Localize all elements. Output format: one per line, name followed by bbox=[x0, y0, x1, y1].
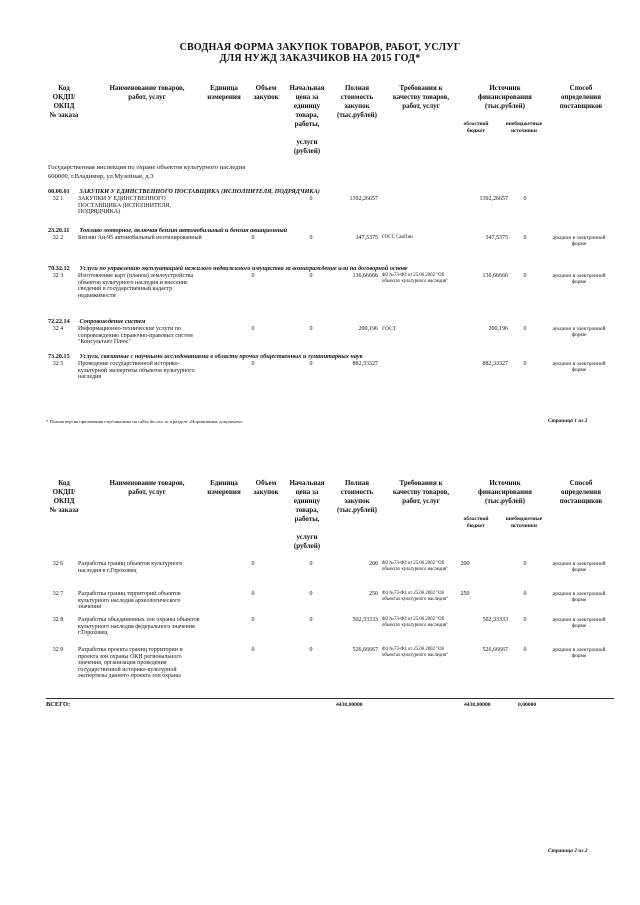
header-unit: Единица измерения bbox=[207, 84, 241, 101]
extrabudget: 0 bbox=[523, 561, 527, 567]
item-name: Разработка проекта границ территории и проекта зон охраны ОКН регионального значения, организация проведения государственной историко-культурной экспертизы данного проекта зон охраны bbox=[78, 647, 183, 680]
section-heading bbox=[48, 227, 608, 234]
header-name: Наименование товаров, работ, услуг bbox=[109, 84, 185, 101]
regional-budget: 1392,26657 bbox=[479, 196, 508, 202]
header-source-budget: областной бюджет bbox=[463, 516, 489, 529]
requirements: ФЗ №73-ФЗ от 25.06.2002 "Об объектах культурного наследия" bbox=[382, 591, 449, 602]
total-extrabudget: 0,00000 bbox=[518, 702, 537, 708]
item-name: Проведение государственной историко-культурной экспертизы объектов культурного наследия bbox=[78, 361, 195, 381]
order-number: 32 7 bbox=[52, 591, 64, 597]
full-cost: 526,66667 bbox=[352, 647, 378, 653]
item-name: ЗАКУПКИ У ЕДИНСТВЕННОГО ПОСТАВЩИКА (ИСПОЛНИТЕЛЯ, ПОДРЯДЧИКА) bbox=[78, 196, 171, 216]
unit-price: 0 bbox=[309, 235, 313, 241]
requirements: ГОСТ bbox=[382, 326, 397, 332]
procurement-method: аукцион в электронной форме bbox=[552, 647, 606, 660]
header-requirements: Требования к качеству товаров, работ, услуг bbox=[392, 84, 450, 110]
order-number: 32 2 bbox=[52, 235, 64, 241]
extrabudget: 0 bbox=[523, 273, 527, 279]
order-number: 32 4 bbox=[52, 326, 64, 332]
section-heading bbox=[48, 265, 608, 272]
item-name: Информационно-технические услуги по сопровождению справочно-правовых систем "Консультант Плюс" bbox=[78, 326, 193, 346]
procurement-method: аукцион в электронной форме bbox=[552, 591, 606, 604]
regional-budget: 200,196 bbox=[488, 326, 508, 332]
procurement-method: аукцион в электронной форме bbox=[552, 361, 606, 374]
extrabudget: 0 bbox=[523, 235, 527, 241]
order-number: 32 5 bbox=[52, 361, 64, 367]
full-cost: 1392,26657 bbox=[349, 196, 378, 202]
header-qty: Объем закупок bbox=[253, 84, 279, 101]
order-number: 32 6 bbox=[52, 561, 64, 567]
unit: 0 bbox=[251, 617, 255, 623]
order-number: 32 3 bbox=[52, 273, 64, 279]
full-cost: 136,66666 bbox=[352, 273, 378, 279]
total-cost: 4438,00000 bbox=[336, 702, 363, 708]
unit: 0 bbox=[251, 326, 255, 332]
full-cost: 200 bbox=[369, 561, 378, 567]
unit-price: 0 bbox=[309, 617, 313, 623]
procurement-method: аукцион в электронной форме bbox=[552, 561, 606, 574]
full-cost: 882,33327 bbox=[352, 361, 378, 367]
order-number: 32 8 bbox=[52, 617, 64, 623]
regional-budget: 347,5375 bbox=[485, 235, 508, 241]
header-unit: Единица измерения bbox=[207, 479, 241, 496]
requirements: ФЗ №73-ФЗ от 25.06.2002 "Об объектах культурного наследия" bbox=[382, 273, 449, 284]
header-source-budget: областной бюджет bbox=[463, 121, 489, 134]
section-code: 00.00.01 bbox=[48, 188, 70, 195]
header-price: Начальная цена за единицу товара, работы, услуги (рублей) bbox=[289, 84, 325, 155]
full-cost: 502,33333 bbox=[352, 617, 378, 623]
header-source-extra: внебюджетные источники bbox=[505, 121, 543, 134]
section-title: Топливо моторное, включая бензин автомобильный и бензин авиационный bbox=[79, 227, 288, 234]
unit-price: 0 bbox=[309, 196, 313, 202]
extrabudget: 0 bbox=[523, 196, 527, 202]
unit: 0 bbox=[251, 591, 255, 597]
footnote: * Полная версия приложения опубликована на сайте dio.avo.ru в разделе «Нормативные документы» bbox=[46, 419, 243, 424]
regional-budget: 136,66666 bbox=[482, 273, 508, 279]
unit-price: 0 bbox=[309, 326, 313, 332]
header-code: Код ОКДП/ ОКПД № заказа bbox=[49, 479, 79, 514]
section-heading bbox=[48, 188, 608, 195]
extrabudget: 0 bbox=[523, 647, 527, 653]
extrabudget: 0 bbox=[523, 361, 527, 367]
procurement-method: аукцион в электронной форме bbox=[552, 235, 606, 248]
section-heading bbox=[48, 318, 608, 325]
regional-budget: 526,66667 bbox=[482, 647, 508, 653]
total-label: ВСЕГО: bbox=[46, 701, 71, 708]
header-method: Способ определения поставщиков bbox=[559, 479, 603, 505]
agency-name: Государственная инспекция по охране объектов культурного наследия bbox=[48, 164, 246, 171]
page-number: Страница 2 из 2 bbox=[548, 848, 588, 854]
requirements: ФЗ №73-ФЗ от 25.06.2002 "Об объектах культурного наследия" bbox=[382, 647, 449, 658]
unit-price: 0 bbox=[309, 561, 313, 567]
section-code: 70.32.12 bbox=[48, 265, 70, 272]
item-name: Разработка границ объектов культурного наследия в г.Гороховец bbox=[78, 561, 183, 574]
extrabudget: 0 bbox=[523, 326, 527, 332]
item-name: Разработка объединенных зон охраны объектов культурного наследия федерального значения г.Гороховец bbox=[78, 617, 200, 637]
regional-budget: 882,33327 bbox=[482, 361, 508, 367]
regional-budget: 250 bbox=[460, 591, 470, 597]
document-title-line1: СВОДНАЯ ФОРМА ЗАКУПОК ТОВАРОВ, РАБОТ, УСЛУГ bbox=[179, 42, 461, 53]
header-cost: Полная стоимость закупок (тыс.рублей) bbox=[336, 84, 378, 119]
unit-price: 0 bbox=[309, 647, 313, 653]
header-requirements: Требования к качеству товаров, работ, услуг bbox=[392, 479, 450, 505]
regional-budget: 502,33333 bbox=[482, 617, 508, 623]
header-source: Источник финансирования (тыс.рублей) bbox=[478, 84, 532, 110]
section-code: 72.22.14 bbox=[48, 318, 70, 325]
header-source-extra: внебюджетные источники bbox=[505, 516, 543, 529]
header-source: Источник финансирования (тыс.рублей) bbox=[478, 479, 532, 505]
requirements: ФЗ №73-ФЗ от 25.06.2002 "Об объектах культурного наследия" bbox=[382, 617, 449, 628]
header-name: Наименование товаров, работ, услуг bbox=[109, 479, 185, 496]
extrabudget: 0 bbox=[523, 591, 527, 597]
section-title: Услуги, связанные с научными исследованиями в области прочих общественных и гуманитарных наук bbox=[79, 353, 363, 360]
requirements: ГОСТ, СанПин bbox=[382, 235, 413, 240]
section-title: Сопровождение систем bbox=[79, 318, 146, 325]
agency-block bbox=[48, 163, 368, 181]
procurement-method: аукцион в электронной форме bbox=[552, 326, 606, 339]
unit: 0 bbox=[251, 647, 255, 653]
total-divider bbox=[46, 698, 614, 699]
unit-price: 0 bbox=[309, 591, 313, 597]
regional-budget: 200 bbox=[460, 561, 470, 567]
item-name: Бензин Аи-95 автомобильный неэтилированный bbox=[78, 235, 202, 241]
page-number: Страница 1 из 2 bbox=[548, 418, 588, 424]
unit: 0 bbox=[251, 273, 255, 279]
header-code: Код ОКДП/ ОКПД № заказа bbox=[49, 84, 79, 119]
extrabudget: 0 bbox=[523, 617, 527, 623]
section-code: 23.20.11 bbox=[48, 227, 70, 234]
procurement-method: аукцион в электронной форме bbox=[552, 273, 606, 286]
header-qty: Объем закупок bbox=[253, 479, 279, 496]
section-heading bbox=[48, 353, 608, 360]
header-cost: Полная стоимость закупок (тыс.рублей) bbox=[336, 479, 378, 514]
total-regional-budget: 4438,00000 bbox=[464, 702, 491, 708]
unit-price: 0 bbox=[309, 273, 313, 279]
document-title-line2: ДЛЯ НУЖД ЗАКАЗЧИКОВ НА 2015 ГОД* bbox=[219, 53, 421, 64]
full-cost: 347,5375 bbox=[355, 235, 378, 241]
full-cost: 250 bbox=[369, 591, 378, 597]
full-cost: 200,196 bbox=[358, 326, 378, 332]
item-name: Изготовление карт (планов) землеустройства объектов культурного наследия и внесение сведений в государственный кадастр недвижимости bbox=[78, 273, 194, 299]
unit: 0 bbox=[251, 561, 255, 567]
order-number: 32 1 bbox=[52, 196, 64, 202]
procurement-method: аукцион в электронной форме bbox=[552, 617, 606, 630]
item-name: Разработка границ территорий объектов культурного наследия археологического значения bbox=[78, 591, 181, 611]
section-code: 73.20.15 bbox=[48, 353, 70, 360]
section-title: ЗАКУПКИ У ЕДИНСТВЕННОГО ПОСТАВЩИКА (ИСПОЛНИТЕЛЯ, ПОДРЯДЧИКА) bbox=[79, 188, 320, 195]
requirements: ФЗ №73-ФЗ от 25.06.2002 "Об объектах культурного наследия" bbox=[382, 561, 449, 572]
header-price: Начальная цена за единицу товара, работы, услуги (рублей) bbox=[289, 479, 325, 550]
section-title: Услуги по управлению эксплуатацией нежилого недвижимого имущества за вознаграждение или на договорной основе bbox=[79, 265, 408, 272]
header-method: Способ определения поставщиков bbox=[559, 84, 603, 110]
order-number: 32 9 bbox=[52, 647, 64, 653]
unit: 0 bbox=[251, 235, 255, 241]
agency-address: 600000, г.Владимир, ул.Музейная, д.3 bbox=[48, 173, 154, 180]
unit-price: 0 bbox=[309, 361, 313, 367]
unit: 0 bbox=[251, 361, 255, 367]
